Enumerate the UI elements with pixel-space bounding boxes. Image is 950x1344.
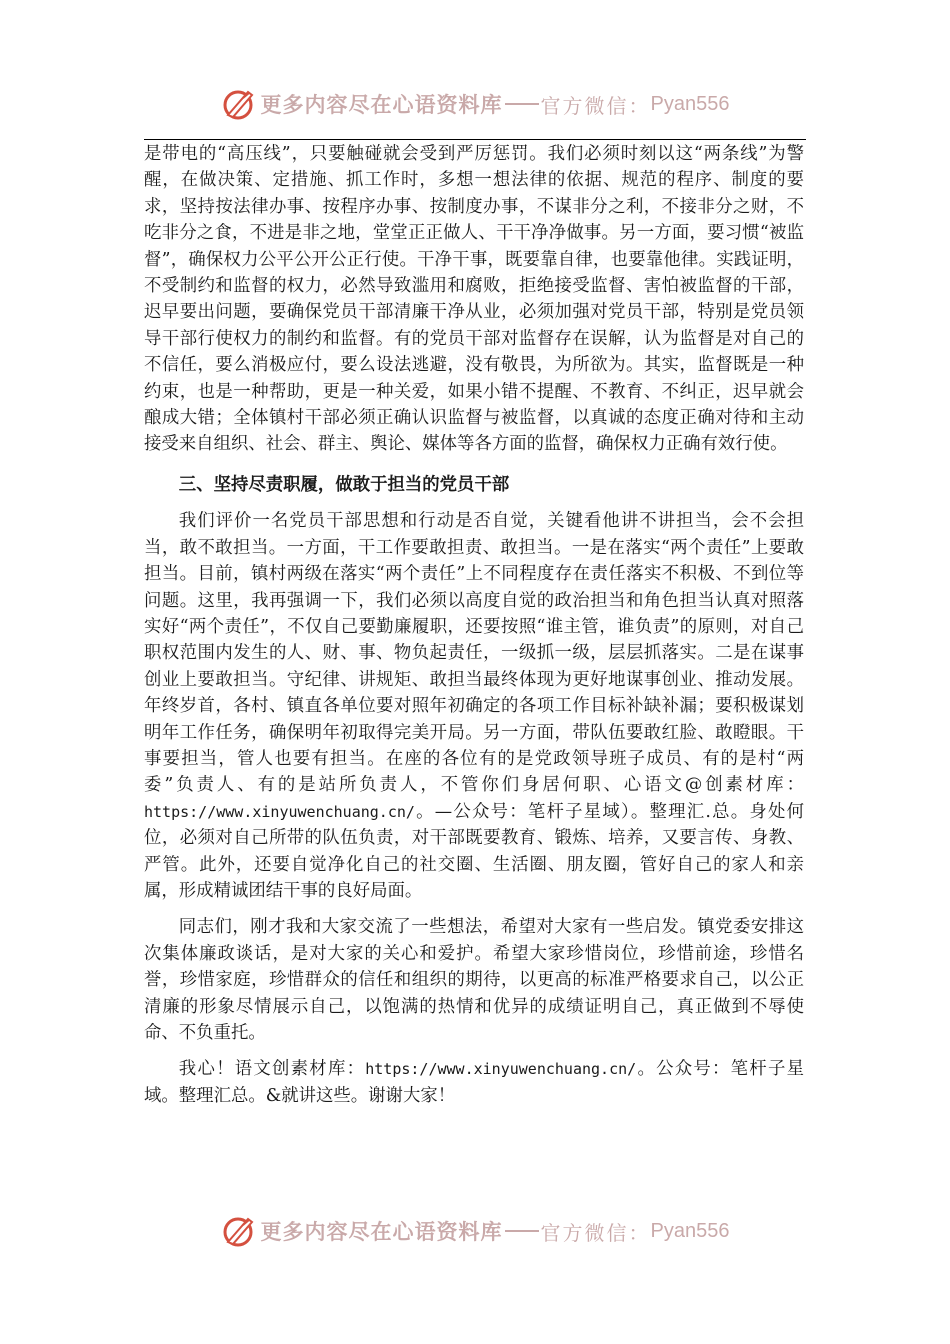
paragraph-2-text-b: 。—公众号：笔杆子星域）。整理汇.总。身处何位，必须对自己所带的队伍负责，对干部既要教育、锻炼、培养，又要言传、身教、严管。此外，还要自觉净化自己的社交圈、生活圈、朋友圈，管好自己的家人和亲属，形成精诚团结干事的良好局面。 — [144, 801, 804, 901]
paragraph-4-text-a: 我心！语文创素材库： — [178, 1059, 366, 1080]
footer-official: 官方微信： — [540, 1220, 651, 1245]
paragraph-4 — [144, 1056, 804, 1109]
paragraph-4-text-b: 。公众号：笔杆子星域。整理汇总。&就讲这些。谢谢大家！ — [144, 1059, 804, 1106]
quill-logo-icon — [221, 1213, 257, 1249]
banner-official: 官方微信： — [540, 93, 651, 118]
paragraph-2 — [144, 508, 804, 904]
footer-brand: 更多内容尽在心语资料库 — [260, 1220, 503, 1244]
section-heading-3: 三、坚持尽责职履，做敢于担当的党员干部 — [178, 474, 510, 495]
header-divider — [144, 139, 806, 140]
paragraph-3: 同志们，刚才我和大家交流了一些想法，希望对大家有一些启发。镇党委安排这次集体廉政谈话，是对大家的关心和爱护。希望大家珍惜岗位，珍惜前途，珍惜名誉，珍惜家庭，珍惜群众的信任和组织的期待，以更高的标准严格要求自己，以公正清廉的形象尽情展示自己，以饱满的热情和优异的成绩证明自己，真正做到不辱使命、不负重托。 — [144, 917, 804, 1043]
document-body — [144, 141, 804, 1109]
paragraph-1: 是带电的“高压线”，只要触碰就会受到严厉惩罚。我们必须时刻以这“两条线”为警醒，在做决策、定措施、抓工作时，多想一想法律的依据、规范的程序、制度的要求，坚持按法律办事、按程序办事、按制度办事，不谋非分之利，不接非分之财，不吃非分之食，不进是非之地，堂堂正正做人、干干净净做事。另一方面，要习惯“被监督”，确保权力公平公开公正行使。干净干事，既要靠自律，也要靠他律。实践证明，不受制约和监督的权力，必然导致滥用和腐败，拒绝接受监督、害怕被监督的干部，迟早要出问题，要确保党员干部清廉干净从业，必须加强对党员干部，特别是党员领导干部行使权力的制约和监督。有的党员干部对监督存在误解，认为监督是对自己的不信任，要么消极应付，要么设法逃避，没有敬畏，为所欲为。其实，监督既是一种约束，也是一种帮助，更是一种关爱，如果小错不提醒、不教育、不纠正，迟早就会酿成大错；全体镇村干部必须正确认识监督与被监督，以真诚的态度正确对待和主动接受来自组织、社会、群主、舆论、媒体等各方面的监督，确保权力正确有效行使。 — [144, 144, 804, 455]
banner-wechat-id: Pyan556 — [650, 92, 730, 115]
paragraph-2-url: https://www.xinyuwenchuang.cn/ — [144, 802, 415, 821]
banner-dash — [505, 103, 539, 105]
paragraph-4-url: https://www.xinyuwenchuang.cn/ — [365, 1060, 637, 1079]
header-banner — [0, 84, 950, 124]
banner-brand: 更多内容尽在心语资料库 — [260, 93, 503, 117]
paragraph-2-text-a: 我们评价一名党员干部思想和行动是否自觉，关键看他讲不讲担当，会不会担当，敢不敢担当。一方面，干工作要敢担责、敢担当。一是在落实“两个责任”上要敢担当。目前，镇村两级在落实“两个责任”上不同程度存在责任落实不积极、不到位等问题。这里，我再强调一下，我们必须以高度自觉的政治担当和角色担当认真对照落实好“两个责任”，不仅自己要勤廉履职，还要按照“谁主管，谁负责”的原则，对自己职权范围内发生的人、财、事、物负起责任，一级抓一级，层层抓落实。二是在谋事创业上要敢担当。守纪律、讲规矩、敢担当最终体现为更好地谋事创业、推动发展。年终岁首，各村、镇直各单位要对照年初确定的各项工作目标补缺补漏；要积极谋划明年工作任务，确保明年初取得完美开局。另一方面，带队伍要敢红脸、敢瞪眼。干事要担当，管人也要有担当。在座的各位有的是党政领导班子成员、有的是村“两委”负责人、有的是站所负责人，不管你们身居何职、心语文@创素材库： — [144, 511, 804, 796]
quill-logo-icon — [221, 86, 257, 122]
footer-wechat-id: Pyan556 — [650, 1219, 730, 1242]
footer-dash — [505, 1230, 539, 1232]
footer-banner — [0, 1211, 950, 1251]
